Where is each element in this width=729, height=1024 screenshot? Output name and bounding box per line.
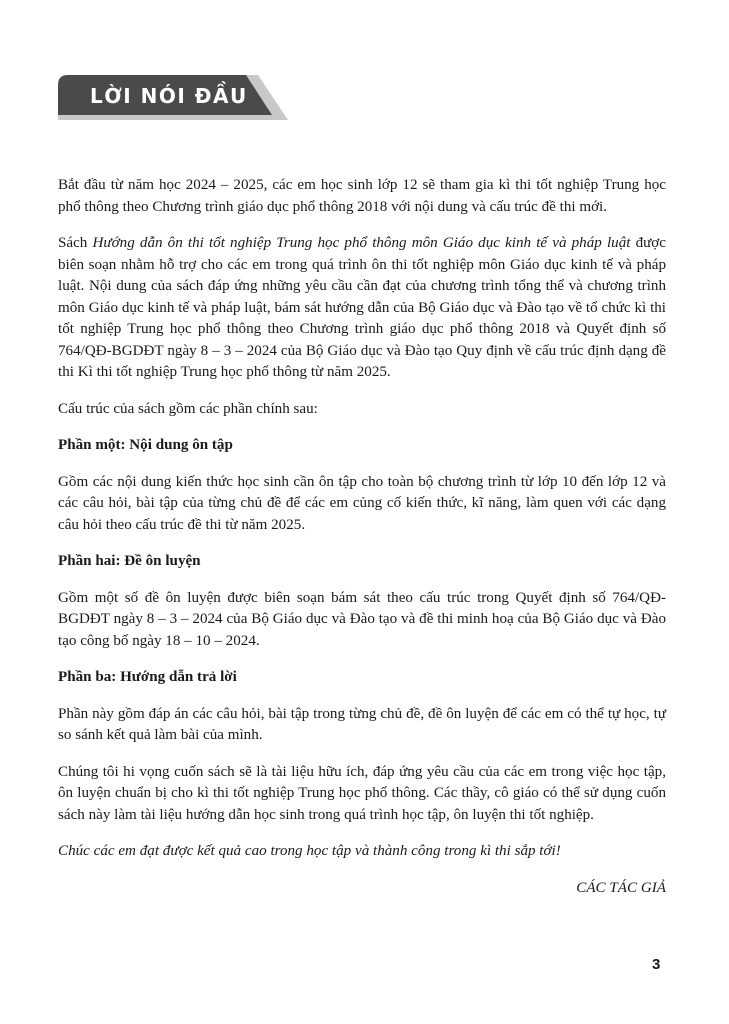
title-banner [58,75,288,120]
book-title: Hướng dẫn ôn thi tốt nghiệp Trung học phổ thông môn Giáo dục kinh tế và pháp luật [92,235,631,251]
book-description-prefix: Sách [58,235,93,251]
section-body-part-one: Gồm các nội dung kiến thức học sinh cần ôn tập cho toàn bộ chương trình từ lớp 10 đến lớp 12 và các câu hỏi, bài tập của từng chủ đề để các em củng cố kiến thức, kĩ năng, làm quen với các dạng câu hỏi theo cấu trúc đề thi từ năm 2025. [58,473,666,533]
section-heading-part-one: Phần một: Nội dung ôn tập [58,437,233,453]
conclusion-paragraph: Chúng tôi hi vọng cuốn sách sẽ là tài liệu hữu ích, đáp ứng yêu cầu của các em trong việc học tập, ôn luyện chuẩn bị cho kì thi tốt nghiệp Trung học phổ thông. Các thầy, cô giáo có thể sử dụng cuốn sách này làm tài liệu hướng dẫn học sinh trong quá trình học tập, ôn luyện thi tốt nghiệp. [58,763,666,823]
section-body-part-three: Phần này gồm đáp án các câu hỏi, bài tập trong từng chủ đề, đề ôn luyện để các em có thể tự học, tự so sánh kết quả làm bài của mình. [58,705,666,743]
closing-wish: Chúc các em đạt được kết quả cao trong học tập và thành công trong kì thi sắp tới! [58,843,561,859]
intro-paragraph: Bắt đầu từ năm học 2024 – 2025, các em học sinh lớp 12 sẽ tham gia kì thi tốt nghiệp Trung học phổ thông theo Chương trình giáo dục phổ thông 2018 với nội dung và cấu trúc đề thi mới. [58,177,666,215]
page-number: 3 [652,956,661,973]
book-description-text: được biên soạn nhằm hỗ trợ cho các em trong quá trình ôn thi tốt nghiệp môn Giáo dục kinh tế và pháp luật. Nội dung của sách đáp ứng những yêu cầu cần đạt của chương trình tổng thể và chương trình môn Giáo dục kinh tế và pháp luật, bám sát hướng dẫn của Bộ Giáo dục và Đào tạo về tổ chức kì thi tốt nghiệp Trung học phổ thông theo Chương trình giáo dục phổ thông 2018 và Quyết định số 764/QĐ-BGDĐT ngày 8 – 3 – 2024 của Bộ Giáo dục và Đào tạo Quy định về cấu trúc định dạng đề thi Kì thi tốt nghiệp Trung học phổ thông từ năm 2025. [58,235,666,380]
page-title: LỜI NÓI ĐẦU [90,84,248,108]
structure-intro: Cấu trúc của sách gồm các phần chính sau: [58,400,318,417]
section-heading-part-two: Phần hai: Đề ôn luyện [58,553,201,569]
document-body [58,175,666,914]
authors-signature: CÁC TÁC GIẢ [576,879,666,896]
book-description-paragraph [58,233,666,384]
section-heading-part-three: Phần ba: Hướng dẫn trả lời [58,669,237,685]
section-body-part-two: Gồm một số đề ôn luyện được biên soạn bám sát theo cấu trúc trong Quyết định số 764/QĐ-BGDĐT ngày 8 – 3 – 2024 của Bộ Giáo dục và Đào tạo và đề thi minh hoạ của Bộ Giáo dục và Đào tạo công bố ngày 18 – 10 – 2024. [58,589,666,649]
